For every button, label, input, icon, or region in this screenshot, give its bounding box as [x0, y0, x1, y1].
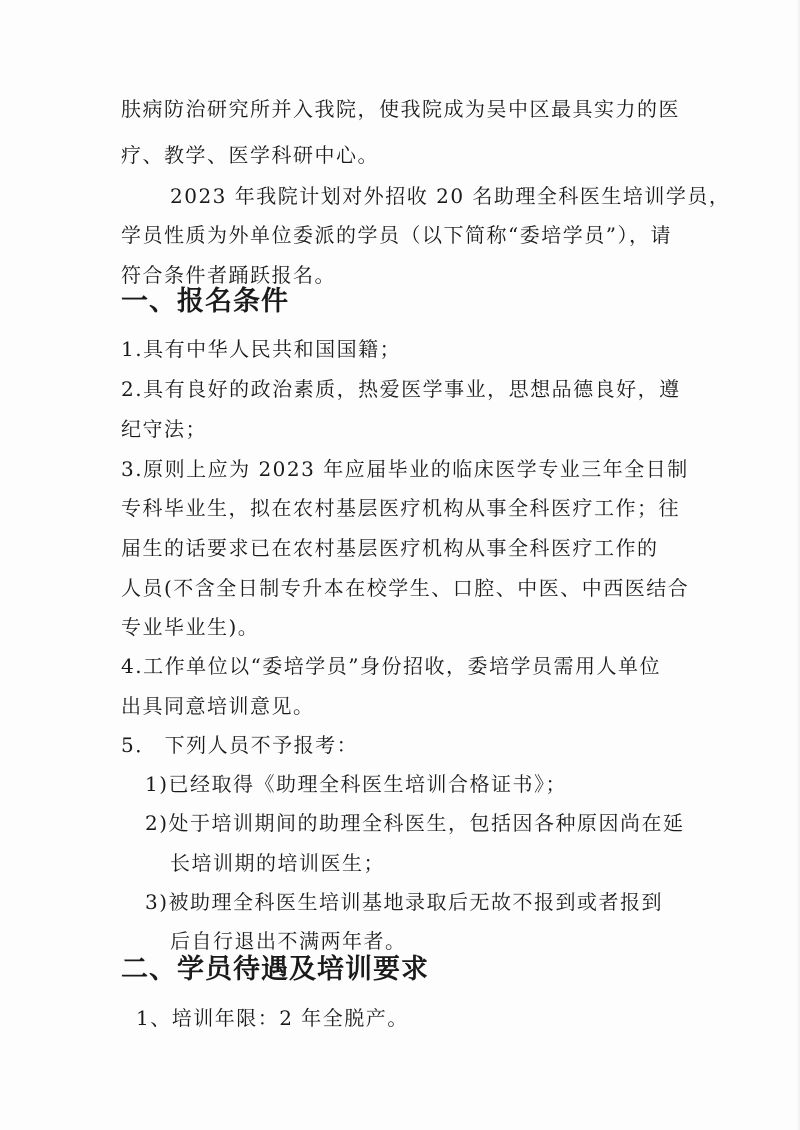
- plan-line-2: 学员性质为外单位委派的学员（以下简称“委培学员”），请: [121, 223, 672, 247]
- condition-item-2-line-1: 2.具有良好的政治素质，热爱医学事业，思想品德良好，遵: [121, 377, 681, 401]
- plan-line-1: 2023 年我院计划对外招收 20 名助理全科医生培训学员，: [170, 184, 731, 208]
- exclusion-sub-3-line-1: 3)被助理全科医生培训基地录取后无故不报到或者报到: [145, 890, 664, 914]
- condition-item-2-line-2: 纪守法；: [121, 417, 207, 441]
- exclusion-sub-1: 1)已经取得《助理全科医生培训合格证书》；: [145, 772, 568, 796]
- plan-line-3: 符合条件者踊跃报名。: [121, 263, 336, 287]
- exclusion-sub-3-line-2: 后自行退出不满两年者。: [170, 929, 407, 953]
- condition-item-3-line-4: 人员(不含全日制专升本在校学生、口腔、中医、中西医结合: [121, 576, 690, 600]
- condition-item-3-line-3: 届生的话要求已在农村基层医疗机构从事全科医疗工作的: [121, 536, 659, 560]
- condition-item-4-line-1: 4.工作单位以“委培学员”身份招收，委培学员需用人单位: [121, 654, 662, 678]
- condition-item-4-line-2: 出具同意培训意见。: [121, 694, 315, 718]
- intro-line-2: 疗、教学、医学科研中心。: [121, 143, 379, 167]
- condition-item-3-line-2: 专科毕业生，拟在农村基层医疗机构从事全科医疗工作；往: [121, 496, 680, 520]
- section-heading-registration-conditions: 一、报名条件: [121, 286, 289, 317]
- exclusion-sub-2-line-2: 长培训期的培训医生；: [170, 851, 385, 875]
- scan-edge-shadow: [796, 0, 800, 1130]
- condition-item-3-line-5: 专业毕业生)。: [121, 615, 260, 639]
- exclusion-sub-2-line-1: 2)处于培训期间的助理全科医生，包括因各种原因尚在延: [145, 811, 685, 835]
- condition-item-3-line-1: 3.原则上应为 2023 年应届毕业的临床医学专业三年全日制: [121, 457, 689, 481]
- section-heading-trainee-benefits: 二、学员待遇及培训要求: [121, 954, 429, 985]
- condition-item-5: 5． 下列人员不予报考：: [121, 733, 359, 757]
- condition-item-1: 1.具有中华人民共和国国籍；: [121, 337, 402, 361]
- benefit-item-1: 1、培训年限：2 年全脱产。: [136, 1006, 409, 1030]
- intro-line-1: 肤病防治研究所并入我院，使我院成为吴中区最具实力的医: [121, 97, 680, 121]
